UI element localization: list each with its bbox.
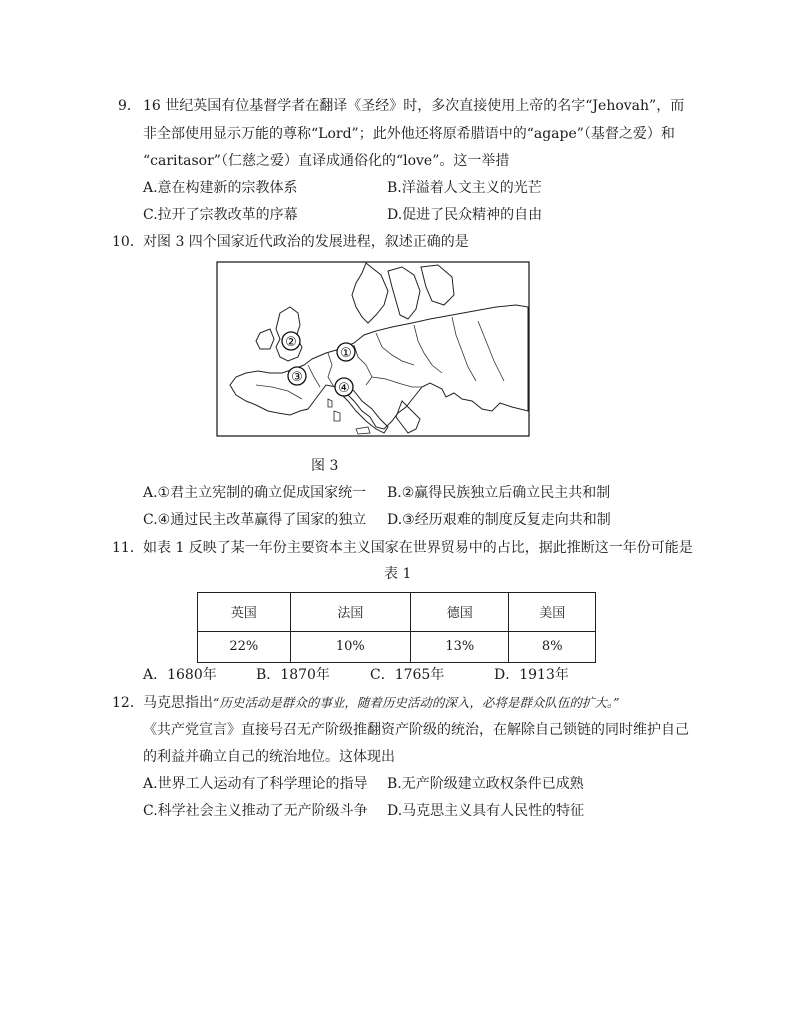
table-cell: 10% (290, 631, 411, 663)
question-9-number: 9． (118, 98, 141, 114)
question-11-option-a[interactable]: A．1680年 (143, 667, 217, 683)
question-10-stem: 对图 3 四个国家近代政治的发展进程，叙述正确的是 (143, 234, 469, 250)
europe-map (216, 261, 530, 437)
question-10-number: 10． (112, 234, 144, 250)
table-header-cell: 法国 (290, 593, 411, 632)
question-9-line-2: 非全部使用显示万能的尊称“Lord”；此外他还将原希腊语中的“agape”（基督之爱）和 (143, 126, 675, 142)
table-header-row (198, 593, 596, 632)
question-9-option-b[interactable]: B.洋溢着人文主义的光芒 (387, 180, 542, 196)
map-marker-1 (337, 343, 355, 361)
map-marker-2 (282, 332, 300, 350)
table-cell: 22% (198, 631, 291, 663)
figure-3-caption: 图 3 (311, 458, 339, 474)
question-11-number: 11． (112, 540, 144, 556)
question-12-line-2: 《共产党宣言》直接号召无产阶级推翻资产阶级的统治，在解除自己锁链的同时维护自己 (143, 722, 689, 738)
question-9-option-c[interactable]: C.拉开了宗教改革的序幕 (143, 207, 298, 223)
map-marker-3-label: ③ (291, 370, 303, 385)
question-12-option-c[interactable]: C.科学社会主义推动了无产阶级斗争 (143, 803, 368, 819)
question-12-quote: “历史活动是群众的事业，随着历史活动的深入，必将是群众队伍的扩大。” (213, 695, 620, 710)
question-10-option-c[interactable]: C.④通过民主改革赢得了国家的独立 (143, 512, 367, 528)
table-cell: 13% (411, 631, 509, 663)
question-11-option-d[interactable]: D．1913年 (494, 667, 569, 683)
question-12-number: 12． (112, 695, 144, 711)
question-12-line-1 (143, 692, 620, 712)
question-10-option-b[interactable]: B.②赢得民族独立后确立民主共和制 (387, 485, 611, 501)
question-12-option-a[interactable]: A.世界工人运动有了科学理论的指导 (143, 776, 368, 792)
table-header-cell: 英国 (198, 593, 291, 632)
table-cell: 8% (509, 631, 596, 663)
table-header-cell: 德国 (411, 593, 509, 632)
table-header-cell: 美国 (509, 593, 596, 632)
question-9-option-d[interactable]: D.促进了民众精神的自由 (387, 207, 543, 223)
question-12-option-b[interactable]: B.无产阶级建立政权条件已成熟 (387, 776, 584, 792)
question-9-option-a[interactable]: A.意在构建新的宗教体系 (143, 180, 298, 196)
question-10-option-d[interactable]: D.③经历艰难的制度反复走向共和制 (387, 512, 611, 528)
map-marker-2-label: ② (285, 335, 297, 350)
question-12-option-d[interactable]: D.马克思主义具有人民性的特征 (387, 803, 585, 819)
question-11-option-c[interactable]: C．1765年 (370, 667, 445, 683)
question-12-line-1-prefix: 马克思指出 (143, 695, 213, 711)
map-marker-4 (335, 378, 353, 396)
map-marker-1-label: ① (340, 346, 352, 361)
table-row (198, 631, 596, 663)
question-10-option-a[interactable]: A.①君主立宪制的确立促成国家统一 (143, 485, 367, 501)
question-11-stem: 如表 1 反映了某一年份主要资本主义国家在世界贸易中的占比，据此推断这一年份可能是 (143, 540, 693, 556)
question-12-line-3: 的利益并确立自己的统治地位。这体现出 (143, 749, 395, 765)
question-11-option-b[interactable]: B．1870年 (256, 667, 330, 683)
map-marker-3 (288, 367, 306, 385)
question-9-line-1: 16 世纪英国有位基督学者在翻译《圣经》时，多次直接使用上帝的名字“Jehovah”，而 (143, 98, 685, 114)
table-1-title: 表 1 (384, 566, 412, 582)
question-9-line-3: “caritasor”（仁慈之爱）直译成通俗化的“love”。这一举措 (143, 153, 510, 169)
table-1 (197, 592, 596, 663)
map-marker-4-label: ④ (338, 381, 350, 396)
